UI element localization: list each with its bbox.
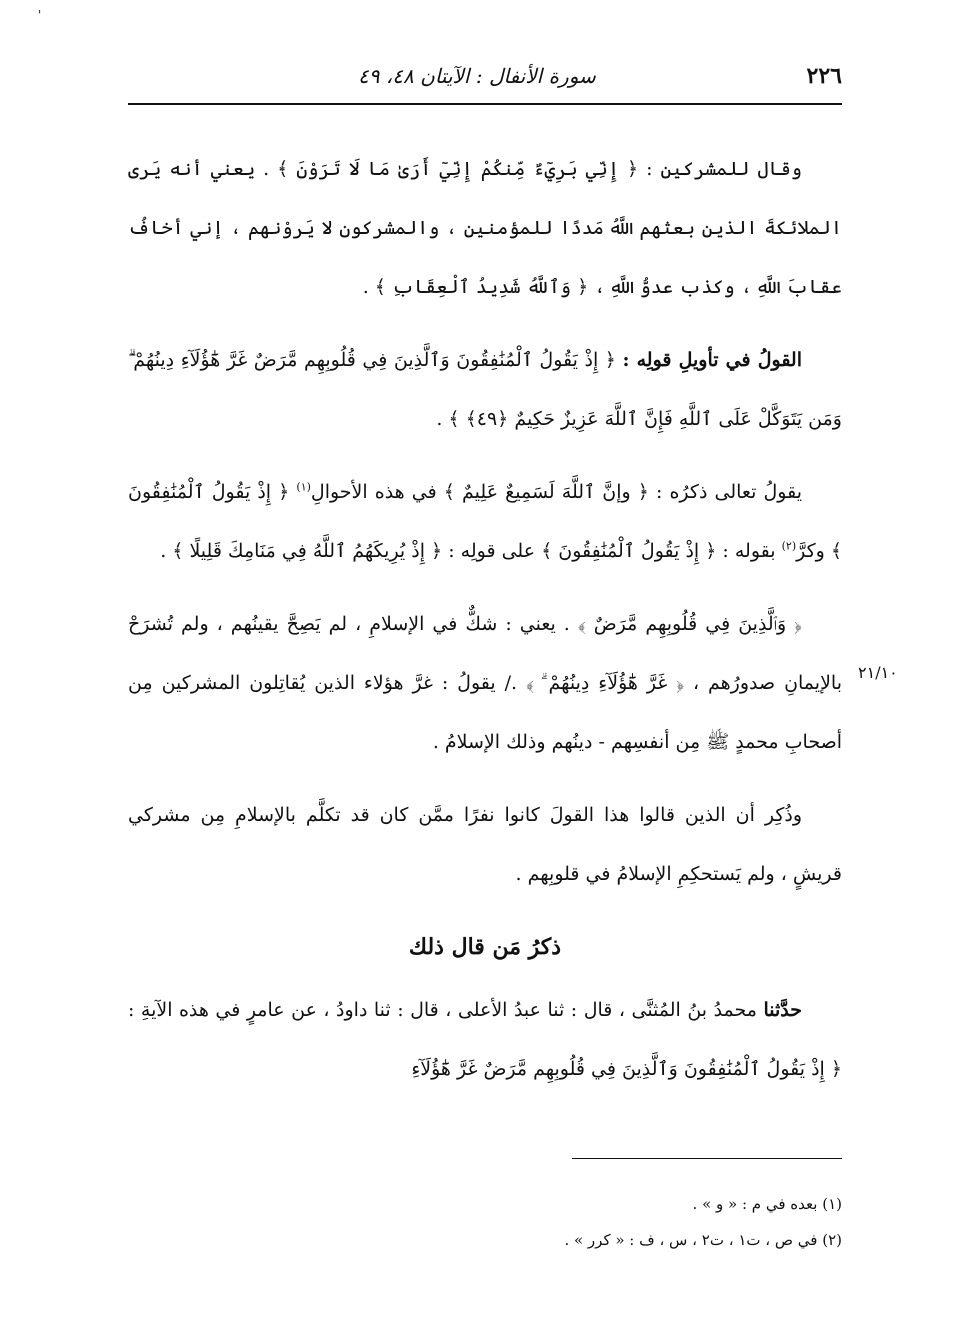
page-header <box>128 56 842 96</box>
header-rule <box>128 103 842 105</box>
footnote-ref-2: (٢) <box>781 539 797 553</box>
paragraph-2-text: ﴿ إِذْ يَقُولُ ٱلْمُنَٰفِقُونَ وَٱلَّذِينَ فِي قُلُوبِهِم مَّرَضٌ غَرَّ هَٰٓؤُلَآءِ دِينُهُمْ ۗ وَمَن يَتَوَكَّلْ عَلَى ٱللَّهِ فَإِنَّ ٱللَّهَ عَزِيزٌ حَكِيمٌ ﴿٤٩﴾ ﴾ . <box>128 349 842 430</box>
footnote-ref-1: (١) <box>296 480 311 494</box>
paragraph-6 <box>128 981 842 1099</box>
page-number: ٢٢٦ <box>806 63 842 89</box>
paragraph-5: وذُكِر أن الذين قالوا هذا القولَ كانوا نفرًا ممَّن كان قد تكلَّم بالإسلامِ مِن مشركي قريشٍ ، ولم يَستحكِمِ الإسلامُ في قلوبِهم . <box>128 804 842 885</box>
paragraph-4: ﴿ وَٱلَّذِينَ فِي قُلُوبِهِم مَّرَضٌ ﴾ . يعني : شكٌّ في الإسلامِ ، لم يَصِحَّ يقينُهم ، ولم تُشرَحْ بالإيمانِ صدورُهم ، ﴿ غَرَّ هَٰٓؤُلَآءِ دِينُهُمْ ۗ ﴾ ./ يقولُ : غرَّ هؤلاء الذين يُقاتِلون المشركين مِن أصحابِ محمدٍ ﷺ مِن أنفسِهم - دينُهم وذلك الإسلامُ . <box>128 613 842 753</box>
main-text <box>128 140 842 1113</box>
paragraph-3-text-a: يقولُ تعالى ذكرُه : ﴿ وإنَّ ٱللَّهَ لَسَمِيعٌ عَلِيمٌ ﴾ في هذه الأحوالِ <box>310 481 802 503</box>
running-title: سورة الأنفال : الآيتان ٤٨، ٤٩ <box>358 64 596 88</box>
paragraph-2-lead: القولُ في تأويلِ قولِه : <box>622 349 802 371</box>
footnotes <box>128 1186 842 1258</box>
footnote-1: (١) بعده في م : « و » . <box>692 1195 842 1213</box>
section-heading: ذكرُ مَن قال ذلك <box>408 934 562 960</box>
margin-reference: ٢١/١٠ <box>858 663 898 682</box>
paragraph-3 <box>128 463 842 581</box>
paragraph-3-text-b: ﴿ إِذْ يَقُولُ ٱلْمُنَٰفِقُونَ ﴾ وكرَّ <box>128 481 842 562</box>
paragraph-1: وقال للمشركين : ﴿ إِنِّي بَرِيٓءٌ مِّنكُمْ إِنِّيٓ أَرَىٰ مَا لَا تَرَوْنَ ﴾ . يعني أنه يَرى الملائكةَ الذين بعثهم اللَّهُ مَددًا للمؤمنين ، والمشركون لا يَروْنهم ، إني أخافُ عقابَ اللَّهِ ، وكذب عدوُّ اللَّهِ ، ﴿ وَٱللَّهُ شَدِيدُ ٱلْعِقَابِ ﴾ . <box>128 158 842 298</box>
paragraph-2 <box>128 331 842 449</box>
paragraph-6-text: محمدُ بنُ المُثنَّى ، قال : ثنا عبدُ الأعلى ، قال : ثنا داودُ ، عن عامرٍ في هذه الآيةِ : ﴿ إِذْ يَقُولُ ٱلْمُنَٰفِقُونَ وَٱلَّذِينَ فِي قُلُوبِهِم مَّرَضٌ غَرَّ هَٰٓؤُلَآءِ <box>128 999 842 1080</box>
paragraph-3-text-c: بقوله : ﴿ إِذْ يَقُولُ ٱلْمُنَٰفِقُونَ ﴾ على قولِه : ﴿ إِذْ يُرِيكَهُمُ ٱللَّهُ فِي مَنَامِكَ قَلِيلًا ﴾ . <box>160 540 782 562</box>
paragraph-6-lead: حدَّثنا <box>763 999 802 1021</box>
footnote-2: (٢) في ص ، ت١ ، ت٢ ، س ، ف : « كرر » . <box>564 1231 842 1249</box>
footnote-rule <box>572 1158 842 1159</box>
corner-mark: ' <box>38 8 42 22</box>
